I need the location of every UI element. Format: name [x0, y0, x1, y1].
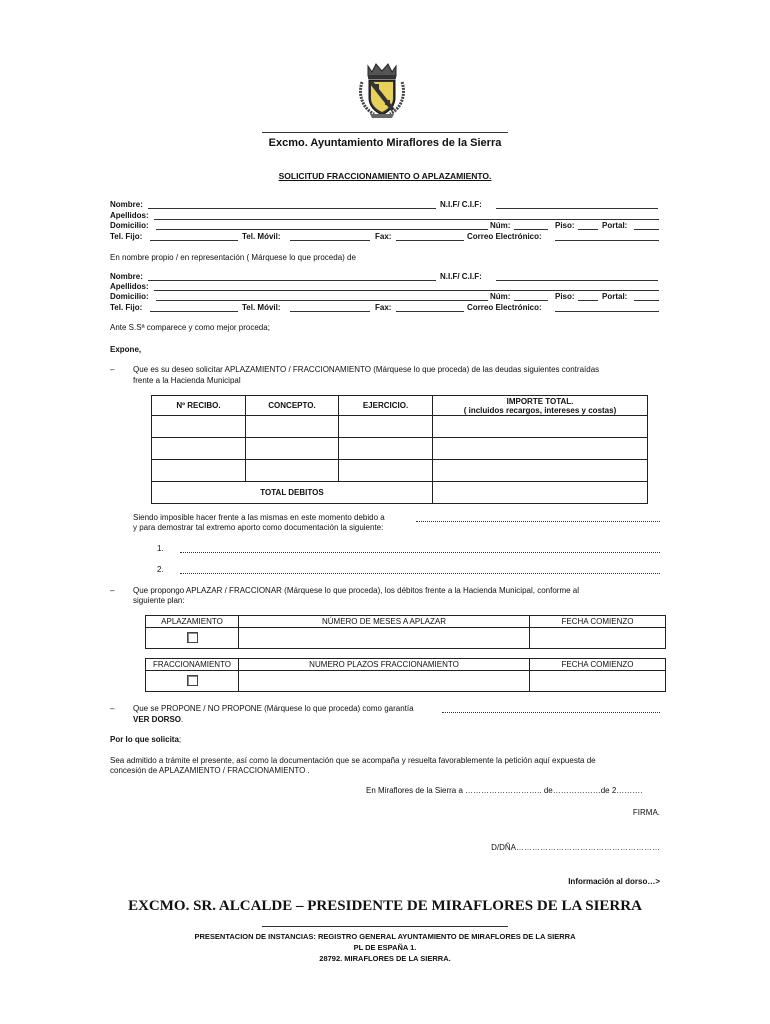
doc-1-field[interactable]: [180, 552, 660, 553]
apellidos-label: Apellidos:: [110, 211, 149, 220]
firma-label: FIRMA.: [632, 808, 660, 817]
portal-label: Portal:: [602, 221, 628, 230]
item3-line2: [133, 715, 183, 724]
nombre-label: Nombre:: [110, 200, 143, 209]
solicita-semicolon: ;: [178, 735, 182, 744]
debts-header-row: [152, 396, 648, 416]
importe-subtitle: ( incluidos recargos, intereses y costas): [463, 405, 617, 415]
col-importe: [433, 396, 648, 416]
doc-2-field[interactable]: [180, 573, 660, 574]
rep-correo-label: Correo Electrónico:: [467, 303, 542, 312]
domicilio-label: Domicilio:: [110, 221, 149, 230]
form-title: SOLICITUD FRACCIONAMIENTO O APLAZAMIENTO.: [278, 171, 492, 181]
expone-heading: Expone,: [110, 345, 142, 354]
fax-label: Fax:: [375, 232, 392, 241]
solicita-heading: Por lo que solicita: [110, 735, 179, 744]
footer-line3: 28792. MIRAFLORES DE LA SIERRA.: [319, 954, 451, 963]
ver-dorso-text: VER DORSO: [133, 715, 182, 724]
rep-tel-fijo-label: Tel. Fijo:: [110, 303, 143, 312]
rep-piso-field[interactable]: [578, 300, 598, 301]
cell-concepto[interactable]: [246, 438, 339, 460]
num-label: Núm:: [490, 221, 511, 230]
total-debitos-value[interactable]: [433, 482, 648, 504]
item2-line1: Que propongo APLAZAR / FRACCIONAR (Márquese lo que proceda), los débitos frente a la Hacienda Municipal, conforme al: [133, 586, 579, 595]
item3-dash: –: [110, 704, 115, 713]
table-row: [152, 460, 648, 482]
item1-line1: Que es su deseo solicitar APLAZAMIENTO / FRACCIONAMIENTO (Márquese lo que proceda) de las deudas siguientes contraídas: [133, 365, 600, 374]
tel-fijo-field[interactable]: [150, 240, 238, 241]
cell-concepto[interactable]: [246, 416, 339, 438]
correo-label: Correo Electrónico:: [467, 232, 542, 241]
domicilio-field[interactable]: [156, 229, 488, 230]
dona-line[interactable]: D/DÑA………………………………………………: [491, 843, 660, 852]
rep-apellidos-label: Apellidos:: [110, 282, 149, 291]
rep-fax-label: Fax:: [375, 303, 392, 312]
garantia-field[interactable]: [442, 712, 660, 713]
rep-nombre-label: Nombre:: [110, 272, 143, 281]
rep-tel-movil-label: Tel. Móvil:: [242, 303, 281, 312]
info-dorso-note: Información al dorso…>: [568, 877, 660, 886]
col-ejercicio: EJERCICIO.: [339, 396, 433, 416]
applicant-tel-row: [110, 231, 660, 242]
item1-dash: –: [110, 365, 115, 374]
item1-line2: frente a la Hacienda Municipal: [133, 376, 241, 385]
rep-tel-fijo-field[interactable]: [150, 311, 238, 312]
total-row: [152, 482, 648, 504]
cell-ejercicio[interactable]: [339, 460, 433, 482]
fraccionamiento-table: [145, 658, 666, 692]
addressee-heading: EXCMO. SR. ALCALDE – PRESIDENTE DE MIRAFLORES DE LA SIERRA: [128, 898, 642, 914]
cell-recibo[interactable]: [152, 460, 246, 482]
footer-line2: PL DE ESPAÑA 1.: [353, 943, 417, 952]
applicant-nombre-row: [110, 199, 660, 210]
col-concepto: CONCEPTO.: [246, 396, 339, 416]
aplazamiento-input-row: [146, 628, 666, 649]
representation-note: En nombre propio / en representación ( Márquese lo que proceda) de: [110, 253, 356, 262]
table-row: [152, 438, 648, 460]
rep-piso-label: Piso:: [555, 292, 575, 301]
cell-importe[interactable]: [433, 416, 648, 438]
rep-domicilio-field[interactable]: [156, 300, 488, 301]
plazos-cell[interactable]: [239, 671, 530, 692]
fecha-comienzo-header: FECHA COMIENZO: [530, 616, 666, 628]
aplazamiento-checkbox-cell: [146, 628, 239, 649]
aplazamiento-header-row: [146, 616, 666, 628]
impossible-line1: Siendo imposible hacer frente a las mismas en este momento debido a: [133, 513, 385, 522]
table-row: [152, 416, 648, 438]
col-recibo: Nº RECIBO.: [152, 396, 246, 416]
meses-cell[interactable]: [239, 628, 530, 649]
fraccionamiento-input-row: [146, 671, 666, 692]
nif-label: N.I.F/ C.I.F:: [440, 200, 482, 209]
rep-domicilio-row: [110, 291, 660, 302]
meses-header: NÚMERO DE MESES A APLAZAR: [239, 616, 530, 628]
cell-ejercicio[interactable]: [339, 438, 433, 460]
cell-recibo[interactable]: [152, 438, 246, 460]
rep-portal-field[interactable]: [634, 300, 659, 301]
tel-fijo-label: Tel. Fijo:: [110, 232, 143, 241]
solicita-line2: concesión de APLAZAMIENTO / FRACCIONAMIENTO .: [110, 766, 310, 775]
num-field[interactable]: [514, 229, 548, 230]
impossible-line2: y para demostrar tal extremo aporto como documentación la siguiente:: [133, 523, 384, 532]
fraccionamiento-header: FRACCIONAMIENTO: [146, 659, 239, 671]
rep-nif-label: N.I.F/ C.I.F:: [440, 272, 482, 281]
ante-text: Ante S.Sª comparece y como mejor proceda;: [110, 323, 270, 332]
fraccionamiento-fecha-header: FECHA COMIENZO: [530, 659, 666, 671]
coat-of-arms-logo: [356, 62, 408, 120]
aplazamiento-header: APLAZAMIENTO: [146, 616, 239, 628]
rep-portal-label: Portal:: [602, 292, 628, 301]
correo-field[interactable]: [555, 240, 659, 241]
portal-field[interactable]: [634, 229, 659, 230]
rep-domicilio-label: Domicilio:: [110, 292, 149, 301]
fraccionamiento-fecha-cell[interactable]: [530, 671, 666, 692]
rep-num-label: Núm:: [490, 292, 511, 301]
tel-movil-field[interactable]: [290, 240, 370, 241]
fraccionamiento-checkbox[interactable]: [187, 675, 198, 686]
applicant-domicilio-row: [110, 220, 660, 231]
header-rule: [262, 132, 508, 133]
place-date-line[interactable]: En Miraflores de la Sierra a ……………………….. de………………de 2……….: [366, 786, 643, 795]
cell-ejercicio[interactable]: [339, 416, 433, 438]
rep-correo-field[interactable]: [555, 311, 659, 312]
cell-recibo[interactable]: [152, 416, 246, 438]
cell-importe[interactable]: [433, 460, 648, 482]
total-debitos-label: TOTAL DEBITOS: [152, 482, 433, 504]
fraccionamiento-header-row: [146, 659, 666, 671]
aplazamiento-fecha-cell[interactable]: [530, 628, 666, 649]
rep-tel-movil-field[interactable]: [290, 311, 370, 312]
nombre-field[interactable]: [148, 208, 436, 209]
impossible-reason-field[interactable]: [416, 521, 660, 522]
fax-field[interactable]: [396, 240, 464, 241]
doc-2-number: 2.: [157, 565, 164, 574]
rep-num-field[interactable]: [514, 300, 548, 301]
doc-1-number: 1.: [157, 544, 164, 553]
rep-fax-field[interactable]: [396, 311, 464, 312]
fraccionamiento-checkbox-cell: [146, 671, 239, 692]
piso-label: Piso:: [555, 221, 575, 230]
debts-table: [151, 395, 648, 504]
footer-line1: PRESENTACION DE INSTANCIAS: REGISTRO GENERAL AYUNTAMIENTO DE MIRAFLORES DE LA SIERRA: [194, 932, 576, 941]
cell-importe[interactable]: [433, 438, 648, 460]
plazos-header: NUMERO PLAZOS FRACCIONAMIENTO: [239, 659, 530, 671]
aplazamiento-checkbox[interactable]: [187, 632, 198, 643]
cell-concepto[interactable]: [246, 460, 339, 482]
item2-line2: siguiente plan:: [133, 596, 185, 605]
aplazamiento-table: [145, 615, 666, 649]
nif-field[interactable]: [496, 208, 658, 209]
solicita-heading-wrap: [110, 735, 181, 744]
solicita-line1: Sea admitido a trámite el presente, así como la documentación que se acompaña y resuelta favorablemente la petición aquí expuesta de: [110, 756, 596, 765]
institution-name: Excmo. Ayuntamiento Miraflores de la Sierra: [268, 137, 502, 149]
piso-field[interactable]: [578, 229, 598, 230]
tel-movil-label: Tel. Móvil:: [242, 232, 281, 241]
ver-dorso-period: .: [181, 715, 184, 724]
item3-line1: Que se PROPONE / NO PROPONE (Márquese lo que proceda) como garantía: [133, 704, 414, 713]
importe-title: IMPORTE TOTAL.: [506, 396, 574, 406]
rep-tel-row: [110, 302, 660, 313]
footer-rule: [262, 926, 508, 927]
item2-dash: –: [110, 586, 115, 595]
